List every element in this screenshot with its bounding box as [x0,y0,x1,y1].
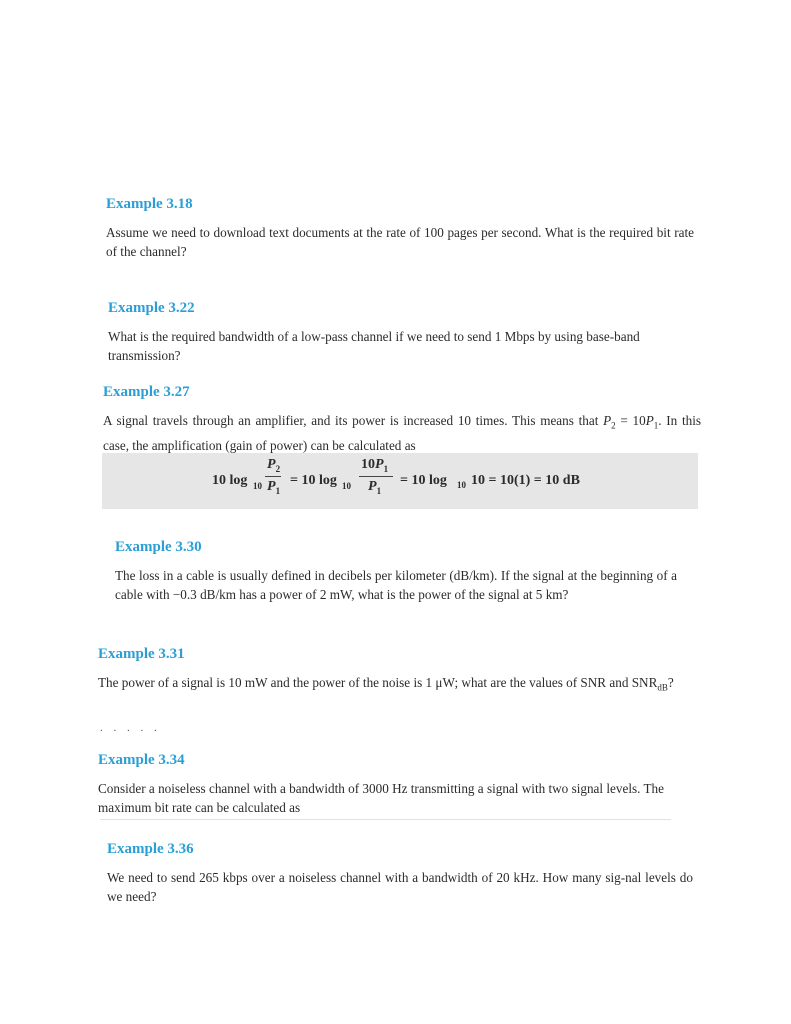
example-3-31 [98,646,688,698]
gain-formula [102,453,698,509]
formula-tail: 10 = 10(1) = 10 dB [471,473,580,488]
example-text: What is the required bandwidth of a low-pass channel if we need to send 1 Mbps by using base-band transmission? [108,329,640,363]
example-3-18 [106,196,694,261]
example-heading: Example 3.18 [106,196,193,212]
formula-num2: $10P_1$ [361,457,389,474]
example-heading: Example 3.34 [98,752,185,768]
example-text: A signal travels through an amplifier, and its power is increased 10 times. This means that $P_2 = 10P_1$. In this case, the amplification (gain of power) can be calculated as [103,413,701,453]
example-3-30 [115,539,677,604]
example-3-22 [108,300,676,365]
faded-dots: . . . . . [100,722,161,734]
fraction-line [265,476,281,477]
example-heading: Example 3.30 [115,539,202,555]
example-text: Assume we need to download text documents at the rate of 100 pages per second. What is the required bit rate of the channel? [106,225,694,259]
formula-p2: $P_2$ [267,457,281,474]
divider [100,819,671,820]
formula-den2: $P_1$ [368,479,382,496]
formula-box [102,453,698,509]
example-text: The power of a signal is 10 mW and the power of the noise is 1 μW; what are the values of SNR and $SNR_{dB}$? [98,675,674,693]
example-3-27 [103,384,701,455]
formula-sub: 10 [457,480,466,490]
example-3-34 [98,752,678,817]
formula-sub: 10 [253,481,262,491]
example-heading: Example 3.31 [98,646,185,662]
example-3-36 [107,841,693,906]
formula-eq1: = 10 log [290,473,337,488]
example-text: We need to send 265 kbps over a noiseless channel with a bandwidth of 20 kHz. How many sig-nal levels do we need? [107,870,693,904]
example-heading: Example 3.36 [107,841,194,857]
example-heading: Example 3.22 [108,300,195,316]
example-text: Consider a noiseless channel with a bandwidth of 3000 Hz transmitting a signal with two signal levels. The maximum bit rate can be calculated as [98,781,664,815]
formula-sub: 10 [342,481,351,491]
formula-term1: 10 log [212,473,248,488]
formula-p1: $P_1$ [267,479,281,496]
example-text: The loss in a cable is usually defined in decibels per kilometer (dB/km). If the signal at the beginning of a cable with −0.3 dB/km has a power of 2 mW, what is the power of the signal at 5 km? [115,568,677,602]
formula-eq2: = 10 log [400,473,447,488]
fraction-line [359,476,393,477]
example-heading: Example 3.27 [103,384,190,400]
